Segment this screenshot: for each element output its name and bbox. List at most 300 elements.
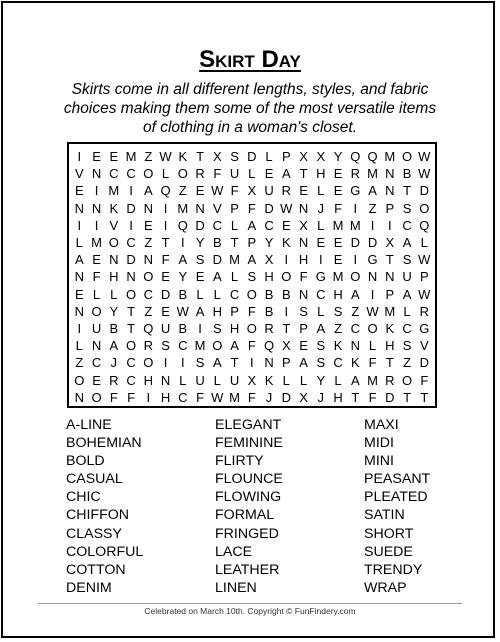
- grid-letter: L: [75, 235, 83, 250]
- grid-letter: Q: [160, 183, 171, 199]
- grid-letter: X: [264, 252, 274, 268]
- word-list-column-2: [215, 416, 283, 597]
- word-list-item: MINI: [364, 453, 394, 470]
- grid-letter: U: [160, 321, 171, 336]
- grid-letter: E: [161, 269, 170, 285]
- grid-letter: I: [163, 355, 168, 371]
- grid-letter: R: [264, 321, 274, 336]
- grid-letter: B: [402, 166, 412, 182]
- grid-letter: U: [195, 372, 205, 388]
- grid-letter: Z: [368, 200, 377, 216]
- grid-row: [69, 217, 434, 234]
- grid-row: [69, 182, 434, 199]
- grid-letter: T: [127, 303, 136, 319]
- grid-letter: O: [143, 166, 154, 182]
- grid-letter: U: [229, 166, 240, 182]
- grid-letter: I: [146, 389, 151, 405]
- grid-letter: L: [317, 217, 325, 233]
- grid-letter: N: [298, 286, 309, 302]
- grid-letter: A: [212, 355, 222, 371]
- page-title: Skirt Day: [199, 46, 301, 73]
- grid-row: [69, 320, 434, 337]
- grid-letter: P: [247, 235, 257, 250]
- grid-letter: E: [92, 252, 101, 268]
- word-list-item: ELEGANT: [215, 417, 282, 433]
- grid-letter: I: [198, 321, 202, 336]
- grid-letter: N: [298, 200, 309, 216]
- grid-letter: C: [212, 217, 222, 233]
- grid-letter: C: [350, 321, 360, 336]
- grid-letter: O: [177, 166, 188, 182]
- grid-letter: K: [109, 200, 119, 216]
- grid-letter: W: [280, 200, 293, 216]
- grid-letter: I: [370, 286, 375, 302]
- grid-letter: Q: [367, 149, 378, 164]
- word-list-item: CHIFFON: [66, 507, 130, 524]
- grid-letter: S: [316, 338, 326, 354]
- grid-letter: A: [178, 252, 188, 268]
- word-list-item: SUEDE: [364, 543, 413, 560]
- grid-letter: C: [126, 166, 136, 182]
- grid-letter: P: [385, 286, 395, 302]
- grid-letter: N: [74, 389, 84, 405]
- grid-letter: Y: [195, 235, 205, 250]
- grid-letter: I: [180, 355, 185, 371]
- grid-letter: Y: [264, 235, 274, 250]
- grid-letter: X: [316, 149, 326, 164]
- grid-letter: H: [264, 269, 274, 285]
- grid-letter: F: [334, 200, 343, 216]
- grid-row: [69, 286, 434, 303]
- word-list-item: DENIM: [66, 579, 112, 596]
- grid-letter: H: [109, 269, 119, 285]
- grid-letter: M: [229, 389, 240, 405]
- grid-letter: I: [387, 217, 392, 233]
- grid-letter: K: [281, 235, 291, 250]
- grid-letter: O: [367, 321, 378, 336]
- grid-letter: H: [298, 252, 309, 268]
- grid-letter: M: [384, 303, 396, 319]
- grid-letter: Z: [144, 149, 153, 164]
- grid-letter: M: [194, 338, 206, 354]
- grid-letter: F: [299, 269, 308, 285]
- grid-letter: B: [264, 303, 274, 319]
- grid-letter: Y: [109, 303, 119, 319]
- grid-letter: T: [403, 183, 412, 199]
- grid-letter: P: [299, 321, 308, 336]
- grid-letter: T: [230, 235, 239, 250]
- grid-letter: O: [350, 269, 361, 285]
- grid-letter: L: [368, 338, 377, 354]
- grid-letter: O: [281, 269, 292, 285]
- grid-letter: E: [92, 372, 101, 388]
- grid-letter: I: [180, 235, 185, 250]
- grid-letter: E: [195, 183, 205, 199]
- grid-letter: C: [229, 286, 240, 302]
- grid-letter: D: [195, 217, 205, 233]
- grid-letter: J: [110, 355, 118, 371]
- grid-letter: J: [317, 200, 325, 216]
- grid-letter: R: [385, 372, 395, 388]
- word-list-item: PEASANT: [364, 471, 431, 488]
- grid-letter: I: [284, 252, 289, 268]
- grid-letter: S: [161, 338, 170, 354]
- grid-letter: S: [402, 200, 412, 216]
- grid-letter: S: [195, 252, 205, 268]
- grid-letter: S: [333, 303, 343, 319]
- grid-letter: N: [160, 372, 171, 388]
- word-list-item: FLOWING: [215, 489, 282, 506]
- grid-letter: E: [333, 166, 343, 182]
- grid-letter: N: [74, 200, 84, 216]
- grid-letter: B: [178, 321, 188, 336]
- grid-letter: H: [160, 389, 171, 405]
- grid-letter: N: [91, 200, 102, 216]
- grid-letter: T: [127, 321, 136, 336]
- grid-letter: C: [126, 355, 136, 371]
- grid-letter: Q: [419, 217, 430, 233]
- word-list-item: COTTON: [66, 561, 126, 578]
- grid-letter: N: [367, 269, 378, 285]
- grid-letter: F: [161, 252, 170, 268]
- grid-letter: F: [92, 269, 101, 285]
- grid-letter: I: [353, 200, 358, 216]
- grid-letter: A: [350, 286, 360, 302]
- grid-letter: C: [126, 235, 136, 250]
- grid-letter: E: [109, 149, 119, 164]
- grid-letter: D: [264, 200, 274, 216]
- grid-letter: D: [350, 235, 360, 250]
- grid-letter: K: [333, 338, 343, 354]
- grid-letter: C: [143, 286, 153, 302]
- grid-letter: V: [212, 200, 222, 216]
- grid-letter: F: [368, 389, 377, 405]
- grid-letter: E: [74, 183, 84, 199]
- grid-letter: S: [230, 149, 239, 164]
- grid-letter: S: [402, 252, 412, 268]
- grid-letter: L: [196, 286, 204, 302]
- grid-letter: E: [74, 286, 84, 302]
- grid-letter: A: [212, 269, 222, 285]
- grid-letter: T: [282, 321, 291, 336]
- grid-letter: L: [230, 269, 239, 285]
- grid-letter: J: [317, 389, 325, 405]
- grid-letter: M: [332, 217, 344, 233]
- grid-letter: P: [281, 355, 291, 371]
- grid-letter: A: [281, 166, 291, 182]
- grid-letter: D: [247, 149, 257, 164]
- grid-letter: L: [213, 372, 221, 388]
- grid-letter: L: [317, 183, 325, 199]
- grid-letter: M: [367, 166, 378, 182]
- puzzle-description: Skirts come in all different lengths, styles, and fabric choices making them some of the most versatile items of clothing in a woman's closet.: [63, 81, 437, 136]
- grid-letter: P: [385, 200, 395, 216]
- grid-letter: L: [317, 303, 325, 319]
- word-list-item: CLASSY: [66, 525, 122, 542]
- grid-letter: J: [265, 389, 273, 405]
- grid-letter: N: [74, 269, 84, 285]
- grid-letter: A: [195, 303, 205, 319]
- grid-letter: F: [368, 355, 377, 371]
- grid-letter: Z: [75, 355, 84, 371]
- grid-letter: A: [402, 235, 412, 250]
- grid-letter: A: [350, 372, 360, 388]
- word-list-item: MIDI: [364, 435, 394, 452]
- grid-letter: E: [316, 235, 326, 250]
- grid-letter: C: [316, 286, 326, 302]
- grid-letter: C: [178, 338, 188, 354]
- word-list-column-1: [66, 416, 143, 597]
- grid-letter: F: [420, 372, 429, 388]
- grid-letter: I: [318, 252, 323, 268]
- grid-letter: M: [384, 149, 396, 164]
- word-list-item: A-LINE: [66, 417, 112, 433]
- grid-row: [69, 354, 434, 371]
- grid-row: [69, 389, 434, 406]
- grid-letter: H: [143, 372, 153, 388]
- word-list-item: CASUAL: [66, 471, 123, 488]
- grid-letter: T: [385, 355, 394, 371]
- word-list-item: FLOUNCE: [215, 471, 283, 488]
- grid-letter: R: [143, 338, 153, 354]
- grid-row: [69, 303, 434, 320]
- grid-letter: X: [247, 372, 257, 388]
- grid-letter: D: [126, 200, 136, 216]
- grid-letter: L: [248, 166, 256, 182]
- grid-row: [69, 165, 434, 182]
- grid-letter: B: [109, 321, 119, 336]
- grid-letter: I: [94, 183, 99, 199]
- grid-letter: C: [333, 355, 343, 371]
- grid-letter: S: [247, 269, 257, 285]
- grid-letter: X: [281, 338, 291, 354]
- grid-row: [69, 337, 434, 354]
- word-list-item: LACE: [215, 543, 253, 560]
- grid-letter: H: [212, 303, 222, 319]
- grid-letter: E: [92, 149, 101, 164]
- grid-letter: D: [126, 252, 136, 268]
- grid-row: [69, 148, 434, 165]
- grid-letter: S: [316, 355, 326, 371]
- grid-letter: M: [91, 235, 102, 250]
- word-list-item: PLEATED: [364, 489, 428, 506]
- grid-letter: W: [211, 183, 224, 199]
- grid-letter: R: [195, 166, 205, 182]
- grid-letter: R: [281, 183, 291, 199]
- grid-letter: W: [418, 149, 431, 164]
- grid-letter: N: [350, 338, 360, 354]
- grid-letter: D: [281, 389, 291, 405]
- grid-letter: N: [298, 235, 309, 250]
- grid-letter: F: [127, 389, 136, 405]
- grid-letter: P: [419, 269, 429, 285]
- grid-letter: L: [161, 166, 170, 182]
- grid-letter: G: [315, 269, 326, 285]
- grid-letter: Z: [334, 321, 343, 336]
- grid-letter: C: [109, 166, 119, 182]
- grid-letter: E: [299, 183, 308, 199]
- grid-letter: O: [419, 200, 430, 216]
- word-search-grid: [67, 142, 437, 408]
- grid-letter: Z: [144, 303, 153, 319]
- grid-letter: E: [264, 166, 274, 182]
- grid-letter: N: [195, 200, 205, 216]
- grid-letter: N: [143, 200, 153, 216]
- word-list-item: LEATHER: [215, 561, 280, 578]
- grid-letter: V: [419, 338, 429, 354]
- grid-letter: E: [333, 252, 343, 268]
- grid-letter: L: [420, 235, 428, 250]
- grid-letter: R: [109, 372, 119, 388]
- grid-letter: W: [159, 149, 172, 164]
- grid-letter: E: [333, 183, 343, 199]
- grid-letter: I: [353, 252, 358, 268]
- grid-letter: D: [367, 235, 378, 250]
- grid-letter: D: [419, 355, 429, 371]
- grid-letter: X: [247, 183, 257, 199]
- grid-letter: M: [125, 149, 137, 164]
- grid-letter: N: [91, 338, 102, 354]
- grid-letter: S: [212, 321, 222, 336]
- grid-letter: K: [264, 372, 274, 388]
- grid-letter: M: [332, 269, 344, 285]
- grid-letter: I: [77, 217, 82, 233]
- grid-letter: T: [230, 355, 239, 371]
- word-list-item: COLORFUL: [66, 543, 144, 560]
- grid-letter: O: [246, 286, 257, 302]
- word-list-item: FORMAL: [215, 507, 275, 524]
- grid-letter: I: [77, 149, 82, 164]
- grid-letter: R: [419, 303, 429, 319]
- grid-letter: F: [247, 389, 256, 405]
- grid-letter: B: [281, 286, 291, 302]
- grid-letter: O: [91, 303, 102, 319]
- grid-letter: R: [350, 166, 360, 182]
- grid-letter: X: [385, 235, 395, 250]
- grid-letter: X: [299, 389, 308, 405]
- grid-letter: O: [125, 338, 137, 354]
- grid-letter: U: [402, 269, 412, 285]
- grid-letter: C: [264, 217, 274, 233]
- grid-letter: U: [91, 321, 102, 336]
- grid-letter: I: [249, 355, 254, 371]
- grid-letter: O: [74, 372, 85, 388]
- grid-letter: M: [108, 183, 120, 199]
- grid-letter: C: [178, 389, 188, 405]
- grid-letter: C: [126, 372, 136, 388]
- grid-letter: Z: [178, 183, 187, 199]
- grid-letter: D: [419, 183, 429, 199]
- grid-letter: T: [403, 389, 412, 405]
- grid-letter: L: [403, 303, 411, 319]
- grid-letter: X: [212, 149, 222, 164]
- grid-letter: V: [109, 217, 119, 233]
- grid-letter: D: [212, 252, 222, 268]
- grid-letter: Y: [316, 372, 326, 388]
- word-list-item: BOHEMIAN: [66, 435, 142, 452]
- grid-letter: K: [385, 321, 395, 336]
- grid-letter: O: [401, 372, 413, 388]
- grid-letter: A: [247, 252, 257, 268]
- grid-letter: B: [212, 235, 222, 250]
- grid-letter: V: [74, 166, 84, 182]
- grid-letter: N: [385, 183, 395, 199]
- grid-letter: W: [418, 166, 431, 182]
- grid-letter: C: [402, 321, 412, 336]
- grid-letter: L: [213, 286, 221, 302]
- grid-letter: S: [299, 303, 308, 319]
- grid-letter: O: [143, 355, 154, 371]
- grid-letter: I: [284, 303, 289, 319]
- word-list-item: MAXI: [364, 417, 399, 433]
- grid-letter: E: [299, 338, 308, 354]
- word-list-item: FEMININE: [215, 435, 283, 452]
- grid-letter: L: [265, 149, 273, 164]
- grid-row: [69, 251, 434, 268]
- word-list-item: LINEN: [215, 579, 257, 596]
- grid-letter: P: [281, 149, 291, 164]
- grid-letter: O: [91, 389, 102, 405]
- grid-letter: I: [77, 321, 82, 336]
- grid-letter: B: [178, 286, 188, 302]
- grid-letter: H: [316, 166, 326, 182]
- grid-letter: F: [213, 166, 222, 182]
- grid-row: [69, 200, 434, 217]
- grid-letter: H: [385, 338, 395, 354]
- grid-letter: X: [299, 149, 308, 164]
- grid-letter: F: [247, 338, 256, 354]
- grid-letter: F: [196, 389, 205, 405]
- word-list-item: SHORT: [364, 525, 414, 542]
- grid-letter: F: [247, 303, 256, 319]
- grid-letter: Z: [144, 235, 153, 250]
- grid-letter: I: [163, 200, 168, 216]
- grid-letter: Q: [143, 321, 154, 336]
- grid-letter: O: [212, 338, 223, 354]
- grid-letter: C: [91, 355, 102, 371]
- grid-letter: H: [333, 389, 343, 405]
- grid-letter: G: [419, 321, 430, 336]
- grid-letter: W: [211, 389, 224, 405]
- word-list-item: SATIN: [364, 507, 405, 524]
- word-list-item: TRENDY: [364, 561, 423, 578]
- grid-letter: A: [109, 338, 119, 354]
- grid-letter: U: [229, 372, 240, 388]
- grid-row: [69, 234, 434, 251]
- grid-letter: N: [264, 355, 274, 371]
- grid-letter: I: [129, 217, 133, 233]
- grid-letter: Q: [263, 338, 275, 354]
- word-list-item: FRINGED: [215, 525, 279, 542]
- grid-letter: I: [163, 217, 168, 233]
- grid-letter: O: [108, 235, 119, 250]
- grid-letter: A: [143, 183, 153, 199]
- footer-credit: Celebrated on March 10th. Copyright © FunFindery.com: [144, 606, 356, 616]
- grid-letter: F: [109, 389, 118, 405]
- grid-letter: W: [418, 252, 431, 268]
- grid-letter: U: [264, 183, 274, 199]
- grid-letter: W: [176, 303, 189, 319]
- grid-letter: G: [350, 183, 361, 199]
- grid-letter: Q: [350, 149, 361, 164]
- grid-letter: L: [75, 338, 83, 354]
- grid-letter: T: [420, 389, 429, 405]
- grid-letter: T: [196, 149, 205, 164]
- grid-letter: I: [129, 183, 133, 199]
- grid-letter: Z: [403, 355, 412, 371]
- grid-letter: W: [418, 286, 431, 302]
- word-list-item: BOLD: [66, 453, 105, 470]
